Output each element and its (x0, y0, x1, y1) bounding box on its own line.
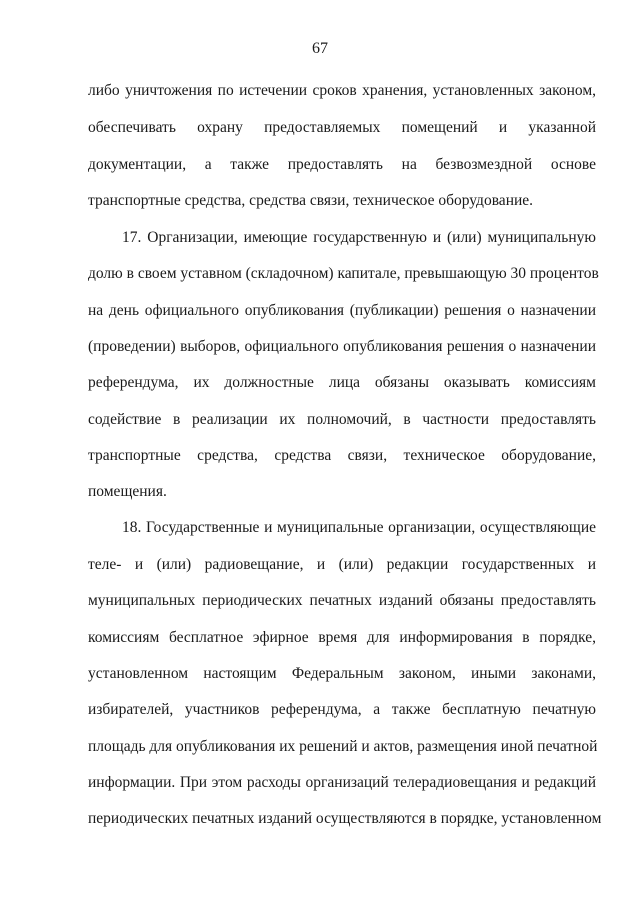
text-line: комиссиям бесплатное эфирное время для информирования в порядке, (88, 629, 596, 646)
text-line: (проведении) выборов, официального опубликования решения о назначении (88, 338, 596, 355)
text-line: транспортные средства, средства связи, техническое оборудование, (88, 447, 596, 464)
text-line: теле- и (или) радиовещание, и (или) редакции государственных и (88, 556, 596, 573)
text-line: обеспечивать охрану предоставляемых помещений и указанной (88, 119, 596, 136)
text-line: референдума, их должностные лица обязаны оказывать комиссиям (88, 374, 596, 391)
text-line: периодических печатных изданий осуществляются в порядке, установленном (88, 810, 602, 827)
text-line: транспортные средства, средства связи, техническое оборудование. (88, 192, 534, 209)
paragraph-17-start: 17. Организации, имеющие государственную и (или) муниципальную (122, 229, 596, 246)
page-number: 67 (312, 40, 328, 57)
text-line: содействие в реализации их полномочий, в частности предоставлять (88, 411, 596, 428)
text-line: избирателей, участников референдума, а также бесплатную печатную (88, 701, 596, 718)
paragraph-18-start: 18. Государственные и муниципальные организации, осуществляющие (122, 519, 596, 536)
text-line: документации, а также предоставлять на безвозмездной основе (88, 156, 596, 173)
text-line: установленном настоящим Федеральным законом, иными законами, (88, 665, 596, 682)
text-line: на день официального опубликования (публикации) решения о назначении (88, 302, 596, 319)
text-line: долю в своем уставном (складочном) капитале, превышающую 30 процентов (88, 265, 599, 282)
text-line: информации. При этом расходы организаций телерадиовещания и редакций (88, 774, 596, 791)
text-line: муниципальных периодических печатных изданий обязаны предоставлять (88, 592, 596, 609)
text-line: помещения. (88, 483, 167, 500)
text-line: либо уничтожения по истечении сроков хранения, установленных законом, (88, 82, 596, 99)
text-line: площадь для опубликования их решений и актов, размещения иной печатной (88, 738, 598, 755)
